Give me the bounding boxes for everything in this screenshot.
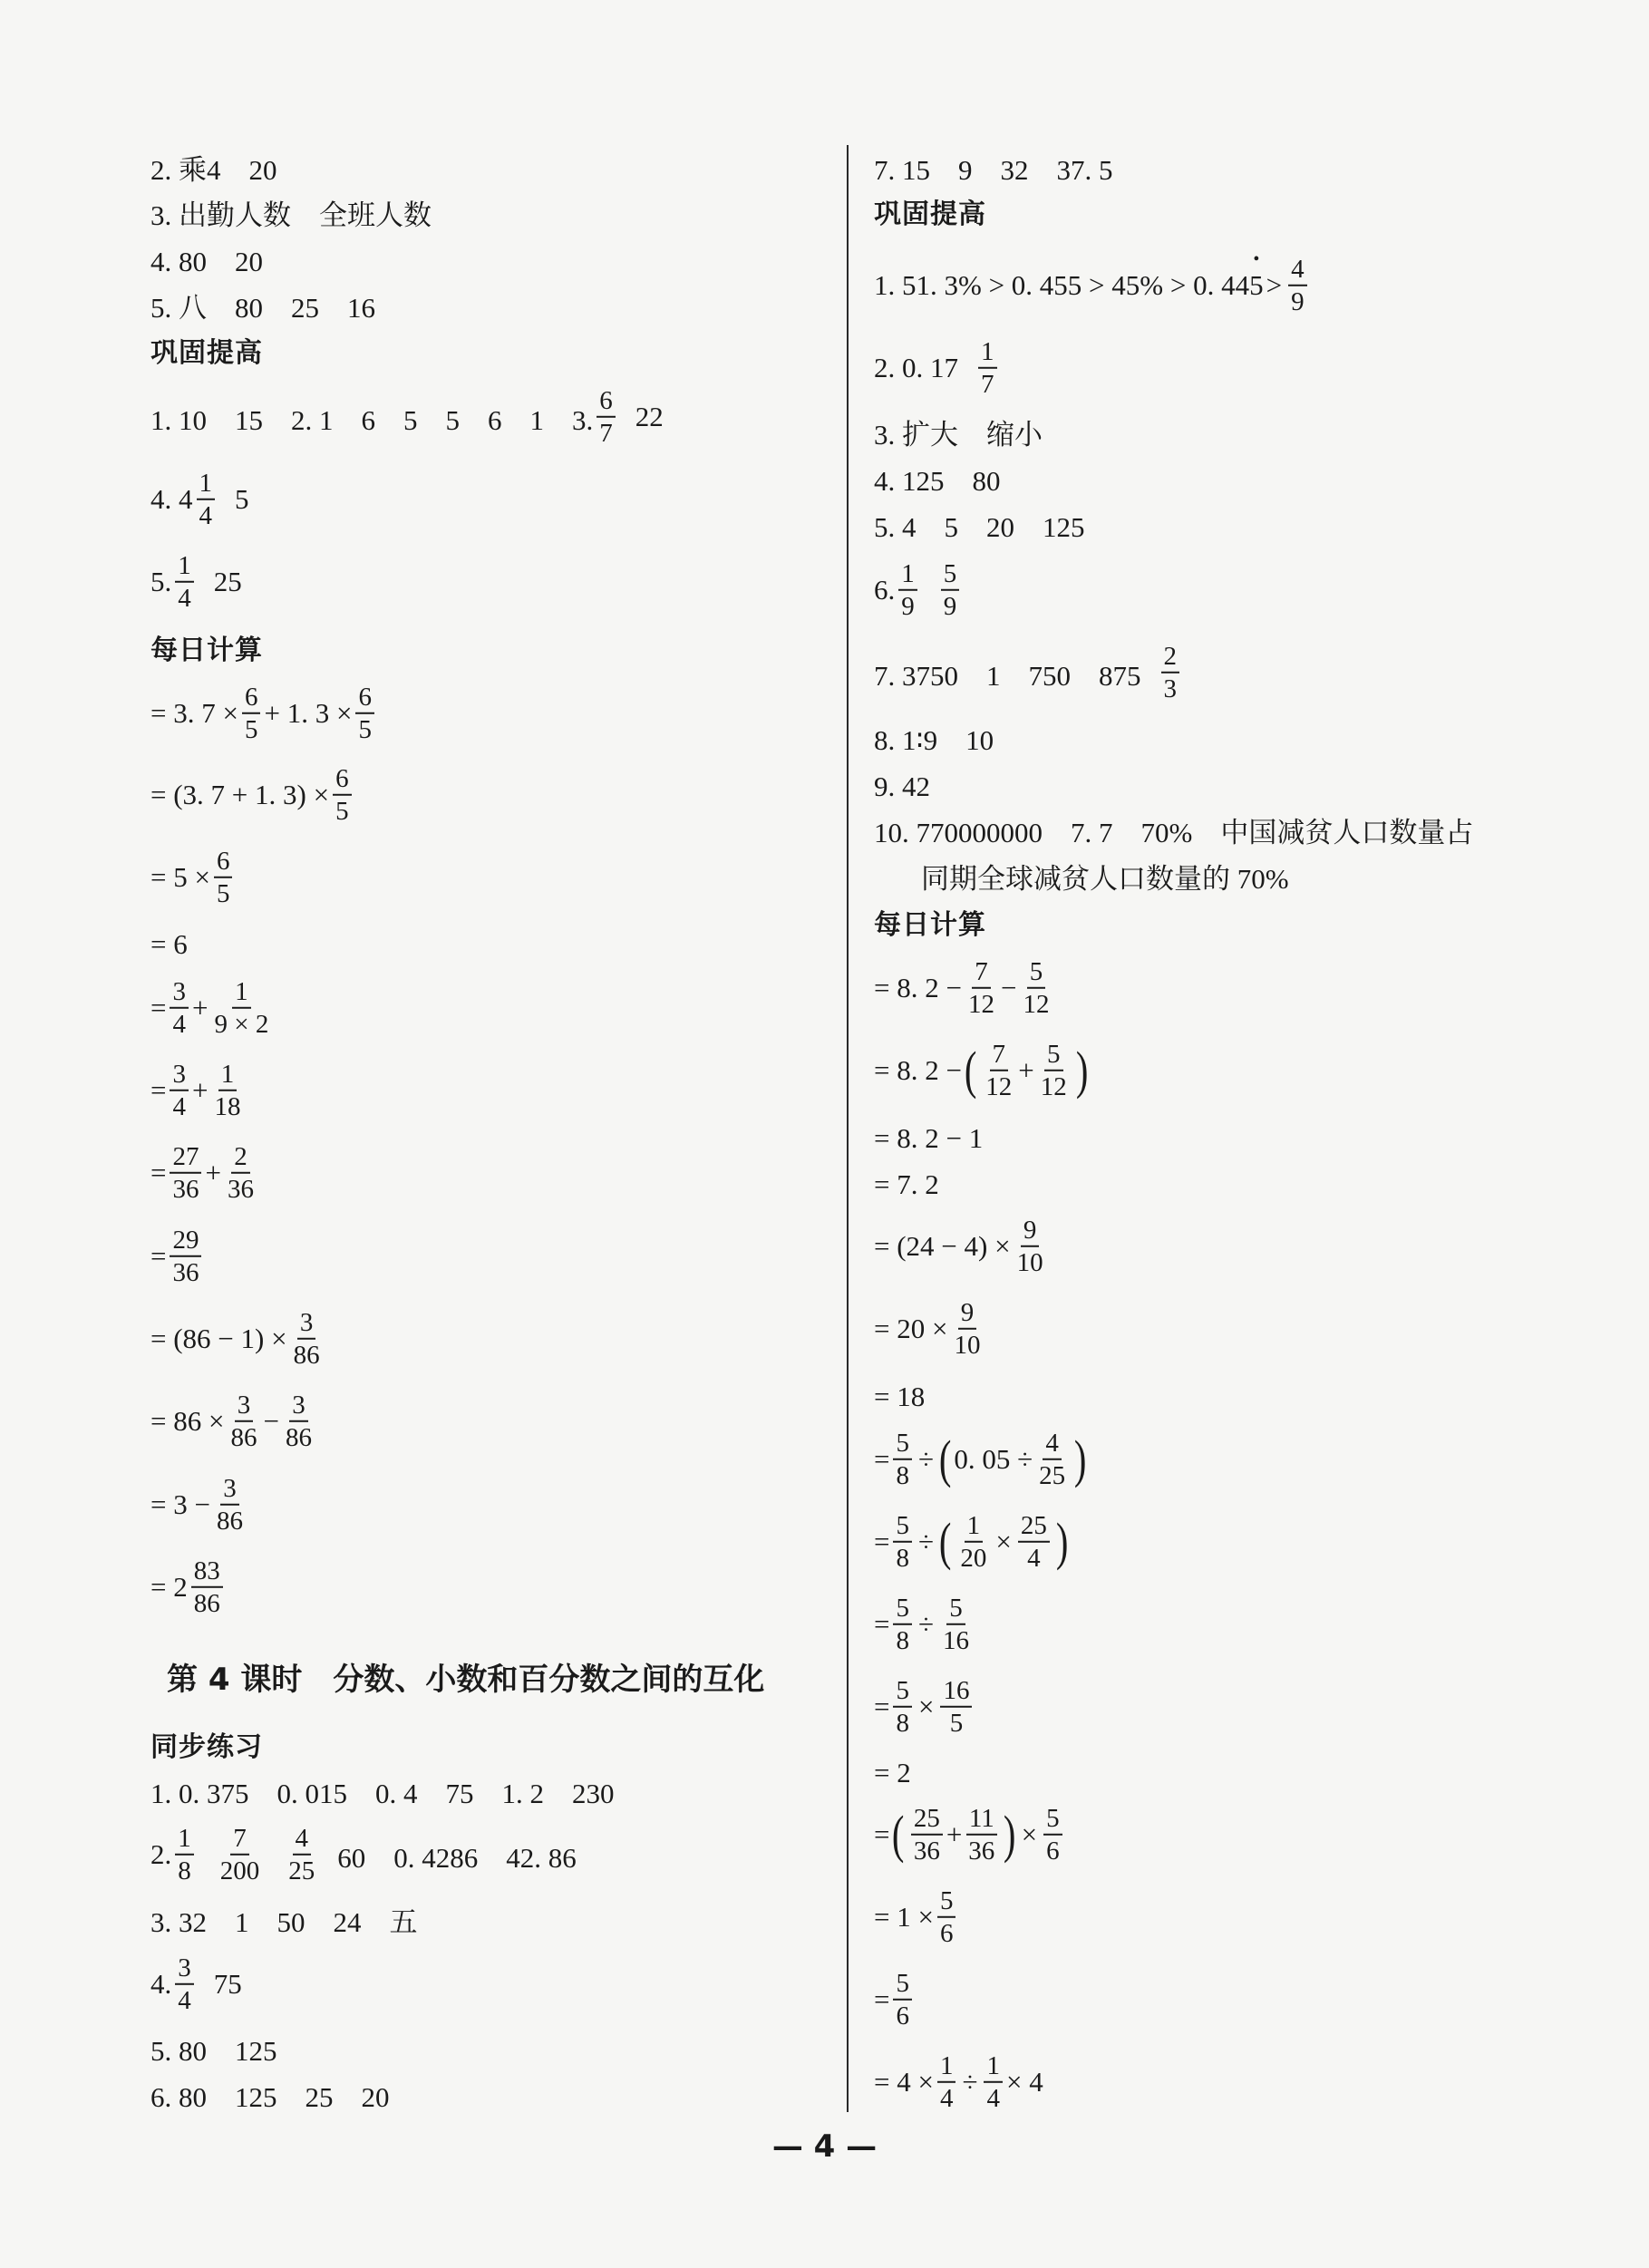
calc-step: = 8. 2 − ( $\frac{7}{12}$ + $\frac{5}{12}$ )	[874, 1039, 1089, 1101]
answer-line: 4. $\frac{3}{4}$ 75	[150, 1953, 242, 2015]
section-heading-sync-practice: 同步练习	[150, 1731, 263, 1763]
calc-step: = $\frac{5}{6}$	[874, 1968, 916, 2031]
calc-step: = ( $\frac{25}{36}$ + $\frac{11}{36}$ ) × $\frac{5}{6}$	[874, 1803, 1066, 1866]
calc-step: = 4 × $\frac{1}{4}$ ÷ $\frac{1}{4}$ × 4	[874, 2050, 1043, 2113]
calc-step: = 2 $\frac{83}{86}$	[150, 1556, 227, 1619]
calc-step: = 3 − $\frac{3}{86}$	[150, 1473, 243, 1536]
lesson-title: 第 4 课时 分数、小数和百分数之间的互化	[167, 1662, 765, 1698]
calc-step: = $\frac{5}{8}$ ÷ ( 0. 05 ÷ $\frac{4}{25}$ )	[874, 1428, 1087, 1490]
section-heading-consolidate: 巩固提高	[874, 199, 986, 230]
calc-step: = $\frac{27}{36}$ + $\frac{2}{36}$	[150, 1141, 254, 1204]
answer-line: 6. $\frac{1}{9}$ $\frac{5}{9}$	[874, 558, 963, 622]
answer-line: 7. 15 9 32 37. 5	[874, 154, 1113, 186]
answer-line: 9. 42	[874, 771, 930, 802]
answer-line: 2. 0. 17 $\frac{1}{7}$	[874, 336, 1001, 400]
section-heading-consolidate: 巩固提高	[150, 337, 263, 369]
calc-step: = 86 × $\frac{3}{86}$ − $\frac{3}{86}$	[150, 1390, 312, 1452]
section-heading-daily-calc: 每日计算	[874, 909, 986, 941]
answer-line: 1. 0. 375 0. 015 0. 4 75 1. 2 230	[150, 1778, 615, 1809]
calc-step: = $\frac{3}{4}$ + $\frac{1}{18}$	[150, 1059, 241, 1121]
answer-line: 1. 51. 3% > 0. 455 > 45% > 0. 44 • 5 > $\frac{4}{9}$	[874, 254, 1311, 317]
answer-line: 5. 八 80 25 16	[150, 292, 375, 324]
calc-step: = $\frac{5}{8}$ ÷ ( $\frac{1}{20}$ × $\frac{25}{4}$ )	[874, 1510, 1069, 1573]
calc-step: = 8. 2 − 1	[874, 1122, 984, 1154]
page-number: — 4 —	[771, 2128, 878, 2165]
answer-line: 4. 4 $\frac{1}{4}$ 5	[150, 468, 249, 530]
calc-step: = 8. 2 − $\frac{7}{12}$ − $\frac{5}{12}$	[874, 956, 1050, 1019]
calc-step: = $\frac{5}{8}$ ÷ $\frac{5}{16}$	[874, 1593, 969, 1655]
answer-line: 10. 770000000 7. 7 70% 中国减贫人口数量占	[874, 817, 1474, 848]
answer-line: 6. 80 125 25 20	[150, 2081, 390, 2113]
answer-line: 8. 1∶9 10	[874, 724, 994, 756]
answer-line: 5. 80 125	[150, 2035, 277, 2067]
calc-step: = 2	[874, 1757, 911, 1788]
calc-step: = 3. 7 × $\frac{6}{5}$ + 1. 3 × $\frac{6}{5}$	[150, 682, 378, 745]
answer-line: 3. 出勤人数 全班人数	[150, 199, 432, 231]
section-heading-daily-calc: 每日计算	[150, 635, 263, 666]
answer-line: 2. $\frac{1}{8}$ $\frac{7}{200}$ $\frac{4}{25}$ 60 0. 4286 42. 86	[150, 1823, 577, 1885]
calc-step: = 1 × $\frac{5}{6}$	[874, 1885, 959, 1949]
calc-step: = 7. 2	[874, 1168, 939, 1200]
answer-line: 4. 80 20	[150, 246, 263, 277]
calc-step: = 6	[150, 928, 188, 960]
calc-step: = 5 × $\frac{6}{5}$	[150, 846, 236, 909]
calc-step: = $\frac{5}{8}$ × $\frac{16}{5}$	[874, 1675, 975, 1739]
calc-step: = $\frac{3}{4}$ + $\frac{1}{9 \times 2}$	[150, 976, 269, 1039]
answer-line: 3. 32 1 50 24 五	[150, 1906, 418, 1938]
answer-line: 1. 10 15 2. 1 6 5 5 6 1 3. $\frac{6}{7}$ 22	[150, 385, 664, 448]
calc-step: = (24 − 4) × $\frac{9}{10}$	[874, 1215, 1043, 1277]
calc-step: = (3. 7 + 1. 3) × $\frac{6}{5}$	[150, 763, 355, 827]
answer-line: 3. 扩大 缩小	[874, 419, 1043, 451]
answer-line: 5. $\frac{1}{4}$ 25	[150, 550, 242, 613]
calc-step: = 20 × $\frac{9}{10}$	[874, 1297, 981, 1360]
answer-line-continued: 同期全球减贫人口数量的 70%	[921, 863, 1289, 895]
answer-line: 5. 4 5 20 125	[874, 511, 1085, 543]
calc-step: = $\frac{29}{36}$	[150, 1225, 205, 1288]
calc-step: = 18	[874, 1381, 926, 1412]
column-divider	[847, 145, 849, 2112]
answer-line: 4. 125 80	[874, 465, 1001, 497]
answer-line: 7. 3750 1 750 875 $\frac{2}{3}$	[874, 641, 1183, 704]
answer-line: 2. 乘4 20	[150, 154, 277, 186]
calc-step: = (86 − 1) × $\frac{3}{86}$	[150, 1307, 320, 1370]
